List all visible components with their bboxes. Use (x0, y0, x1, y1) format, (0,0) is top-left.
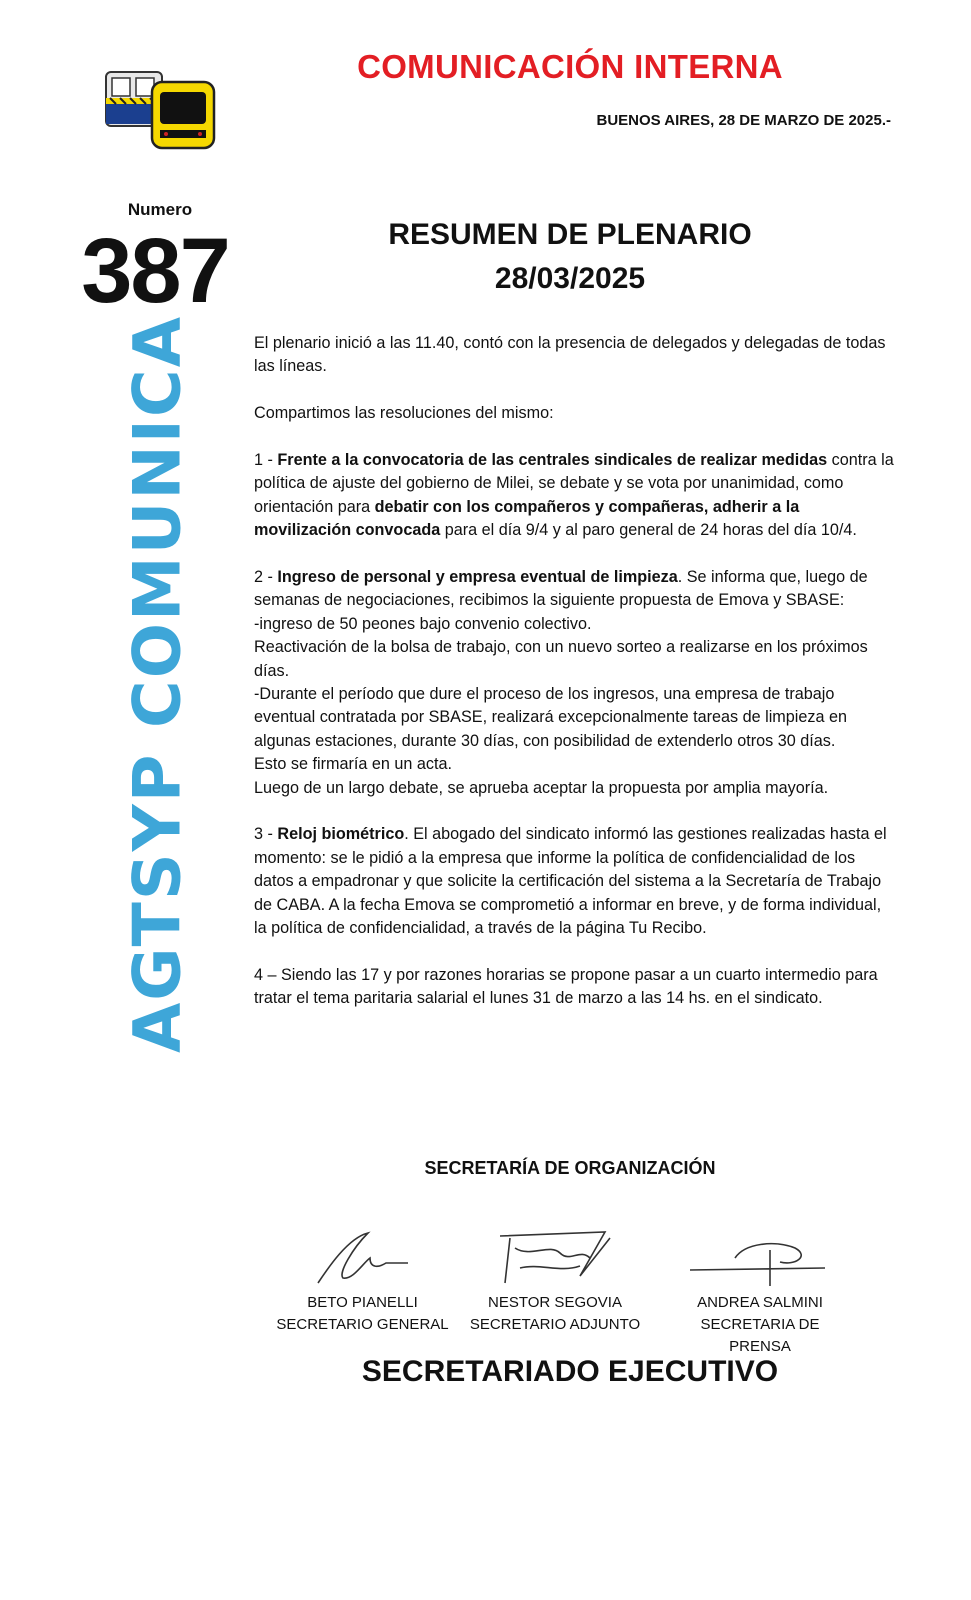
secretaria-organizacion: SECRETARÍA DE ORGANIZACIÓN (424, 1158, 716, 1178)
number-value: 387 (81, 220, 229, 322)
resolution-1-text-1: contra la política de ajuste del gobierno de Milei, se debate y se vota por unanimidad, como orientación para (254, 451, 894, 516)
resolution-1-bold-1: Frente a la convocatoria de las centrales sindicales de realizar medidas (277, 451, 828, 469)
signature-1 (308, 1228, 418, 1288)
vertical-brand-container (120, 314, 196, 1054)
resolution-2-line: Luego de un largo debate, se aprueba aceptar la propuesta por amplia mayoría. (254, 778, 829, 797)
resolution-2-text: . Se informa que, luego de semanas de negociaciones, recibimos la siguiente propuesta de Emova y SBASE: (254, 568, 868, 610)
signatory-role: SECRETARIO GENERAL (276, 1316, 449, 1333)
signatory-name: NESTOR SEGOVIA (488, 1294, 622, 1311)
signatory-role: SECRETARIO ADJUNTO (469, 1316, 641, 1333)
resolution-1 (254, 449, 894, 543)
signatory-role: SECRETARIA DE PRENSA (700, 1316, 820, 1355)
signatory-name: BETO PIANELLI (307, 1294, 418, 1311)
resolution-2-prefix: 2 - (254, 568, 278, 587)
train-logo (104, 68, 218, 150)
signatory-name: ANDREA SALMINI (697, 1294, 823, 1311)
signature-2 (490, 1228, 620, 1288)
resolution-4: 4 – Siendo las 17 y por razones horarias se propone pasar a un cuarto intermedio para tratar el tema paritaria salarial el lunes 31 de marzo a las 14 hs. en el sindicato. (254, 965, 878, 1008)
resolution-2-line: Esto se firmaría en un acta. (254, 755, 452, 774)
resolution-1-prefix: 1 - (254, 451, 278, 469)
resolution-3-prefix: 3 - (254, 825, 278, 844)
footer-title: SECRETARIADO EJECUTIVO (361, 1355, 779, 1388)
resolution-3-text: . El abogado del sindicato informó las gestiones realizadas hasta el momento: se le pidió a la empresa que informe la política de confidencialidad de los datos a empadronar y que solicite la certificación del sistema a la Secretaría de Trabajo de CABA. A la fecha Emova se comprometió a informar en breve, y de forma individual, la política de confidencialidad, a través de la página Tu Recibo. (254, 825, 887, 938)
resolution-2-line: -ingreso de 50 peones bajo convenio colectivo. (254, 614, 592, 633)
signatory-1 (270, 1228, 455, 1336)
document-title: COMUNICACIÓN INTERNA (357, 48, 783, 85)
intro-paragraph: El plenario inició a las 11.40, contó con la presencia de delegados y delegadas de todas las líneas. (254, 334, 886, 376)
resolution-1-text-2: para el día 9/4 y al paro general de 24 horas del día 10/4. (440, 521, 857, 540)
resolution-2-line: -Durante el período que dure el proceso de los ingresos, una empresa de trabajo eventual contratada por SBASE, realizará excepcionalmente tareas de limpieza en algunas estaciones, durante 30 días, con posibilidad de extenderlo otros 30 días. (254, 685, 847, 750)
resolution-2-bold: Ingreso de personal y empresa eventual de limpieza (277, 568, 678, 587)
train-right-icon (152, 82, 214, 148)
heading-line-2: 28/03/2025 (494, 262, 646, 295)
signatory-3 (670, 1228, 850, 1358)
signature-3 (685, 1228, 835, 1288)
resolution-3-bold: Reloj biométrico (277, 825, 405, 844)
document-heading (250, 213, 890, 301)
resolution-2-line: Reactivación de la bolsa de trabajo, con un nuevo sorteo a realizarse en los próximos días. (254, 638, 868, 680)
number-label: Numero (127, 200, 193, 219)
place-date: BUENOS AIRES, 28 DE MARZO DE 2025.- (596, 112, 891, 129)
resolution-1-bold-2: debatir con los compañeros y compañeras, adherir a la movilización convocada (254, 497, 800, 540)
document-body (254, 332, 894, 1034)
heading-line-1: RESUMEN DE PLENARIO (388, 218, 752, 251)
signatory-2 (465, 1228, 645, 1336)
share-paragraph: Compartimos las resoluciones del mismo: (254, 404, 554, 423)
resolution-2 (254, 566, 894, 800)
vertical-brand: AGTSYP COMUNICA (120, 314, 196, 1054)
resolution-3 (254, 823, 894, 940)
